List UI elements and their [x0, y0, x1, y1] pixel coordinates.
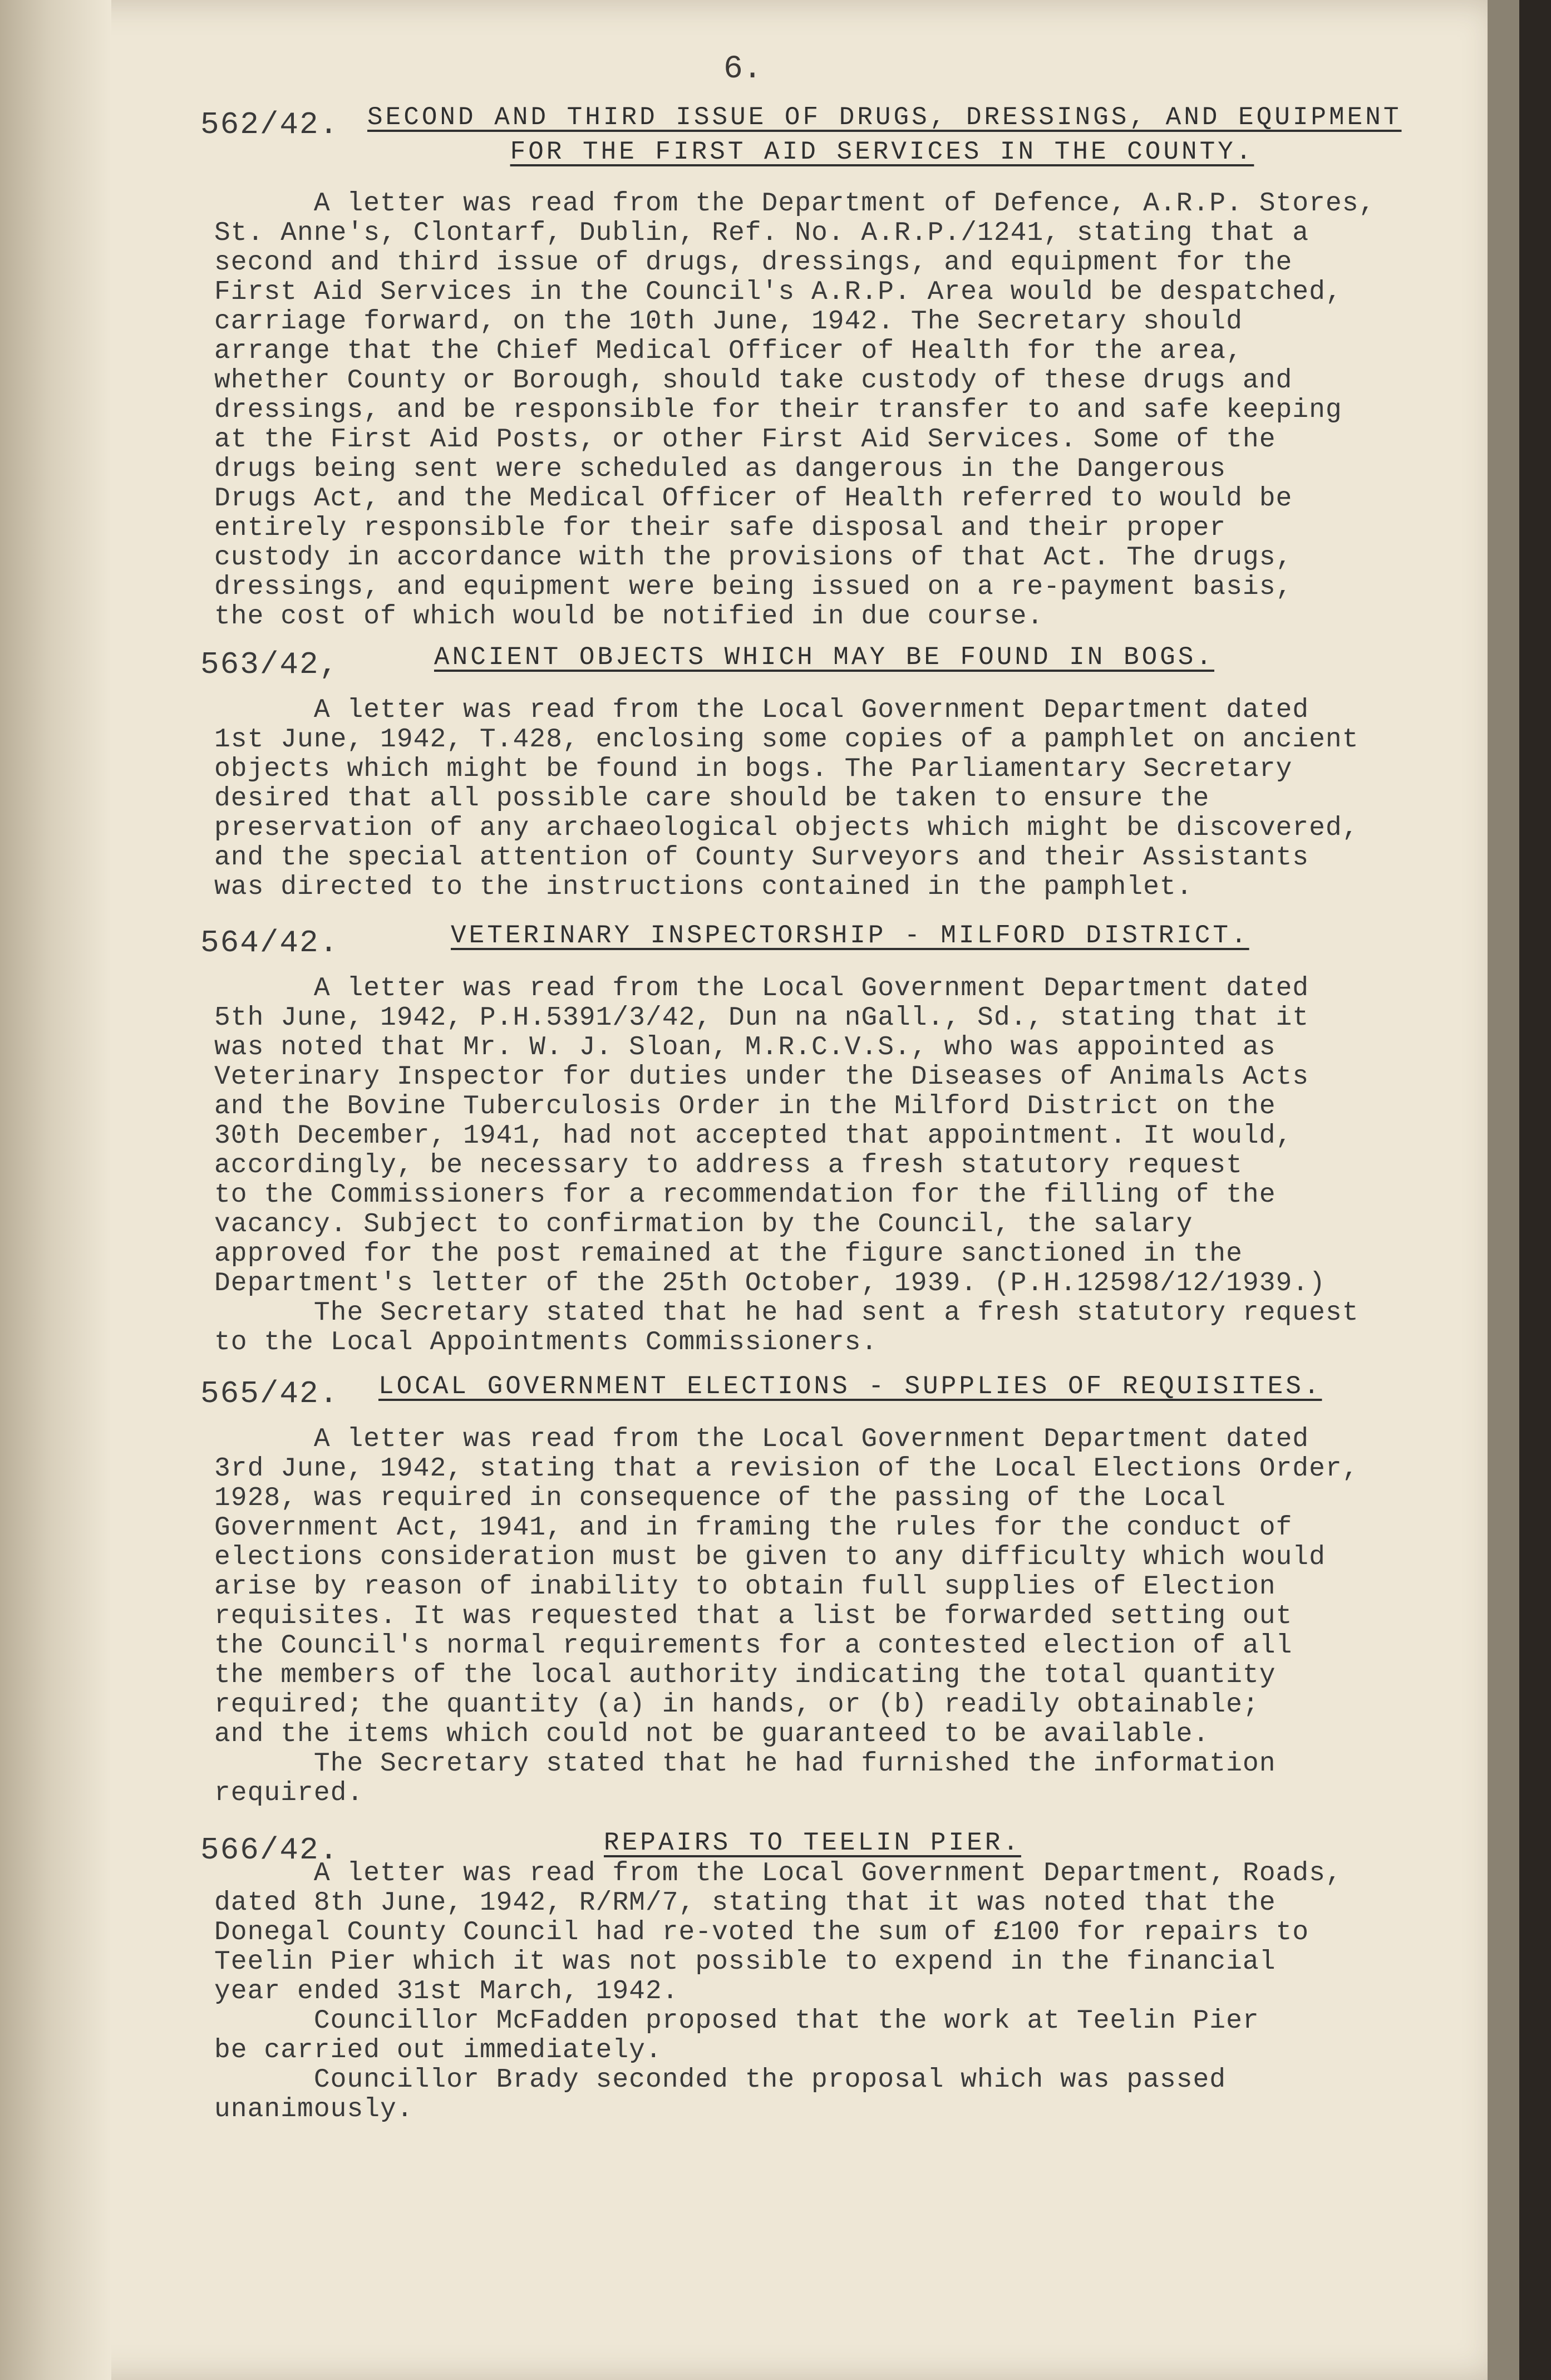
page-binding-shadow: [0, 0, 111, 2380]
minute-number: 566/42.: [200, 1832, 339, 1868]
minute-heading: REPAIRS TO TEELIN PIER.: [604, 1828, 1021, 1857]
minute-562: [200, 100, 1402, 657]
minute-body: A letter was read from the Local Government Department dated 5th June, 1942, P.H.5391/3/42, Dun na nGall., Sd., stating that it was noted that Mr. W. J. Sloan, M.R.C.V.S., who was appointed as Veterinary Inspector for duties under the Diseases of Animals Acts and the Bovine Tuberculosis Order in the Milford District on the 30th December, 1941, had not accepted that appointment. It would, accordingly, be necessary to address a fresh statutory request to the Commissioners for a recommendation for the filling of the vacancy. Subject to confirmation by the Council, the salary approved for the post remained at the figure sanctioned in the Department's letter of the 25th October, 1939. (P.H.12598/12/1939.) The Secretary stated that he had sent a fresh statutory request to the Local Appointments Commissioners.: [214, 973, 1359, 1358]
minute-563: [200, 640, 1397, 918]
minute-number: 562/42.: [200, 107, 339, 142]
minute-heading-line2: FOR THE FIRST AID SERVICES IN THE COUNTY.: [510, 137, 1254, 166]
minute-heading-line1: SECOND AND THIRD ISSUE OF DRUGS, DRESSINGS, AND EQUIPMENT: [367, 103, 1402, 132]
minute-number: 563/42,: [200, 647, 339, 682]
minute-565: [200, 1369, 1397, 1814]
page-number: 6.: [723, 51, 762, 87]
minute-heading: ANCIENT OBJECTS WHICH MAY BE FOUND IN BOGS.: [434, 643, 1214, 672]
minute-564: [200, 918, 1397, 1364]
minute-566: [200, 1826, 1397, 2137]
page-edge: [1488, 0, 1519, 2380]
minute-body: A letter was read from the Department of Defence, A.R.P. Stores, St. Anne's, Clontarf, Dublin, Ref. No. A.R.P./1241, stating that a second and third issue of drugs, dressings, and equipment for the First Aid Services in the Council's A.R.P. Area would be despatched, carriage forward, on the 10th June, 1942. The Secretary should arrange that the Chief Medical Officer of Health for the area, whether County or Borough, should take custody of these drugs and dressings, and be responsible for their transfer to and safe keeping at the First Aid Posts, or other First Aid Services. Some of the drugs being sent were scheduled as dangerous in the Dangerous Drugs Act, and the Medical Officer of Health referred to would be entirely responsible for their safe disposal and their proper custody in accordance with the provisions of that Act. The drugs, dressings, and equipment were being issued on a re-payment basis, the cost of which would be notified in due course.: [214, 189, 1376, 632]
minute-heading: LOCAL GOVERNMENT ELECTIONS - SUPPLIES OF REQUISITES.: [378, 1372, 1322, 1401]
minute-body: A letter was read from the Local Government Department dated 3rd June, 1942, stating that a revision of the Local Elections Order, 1928, was required in consequence of the passing of the Local Government Act, 1941, and in framing the rules for the conduct of elections consideration must be given to any difficulty which would arise by reason of inability to obtain full supplies of Election requisites. It was requested that a list be forwarded setting out the Council's normal requirements for a contested election of all the members of the local authority indicating the total quantity required; the quantity (a) in hands, or (b) readily obtainable; and the items which could not be guaranteed to be available. The Secretary stated that he had furnished the information required.: [214, 1424, 1359, 1808]
minute-number: 565/42.: [200, 1376, 339, 1412]
minute-number: 564/42.: [200, 925, 339, 961]
minute-body: A letter was read from the Local Government Department dated 1st June, 1942, T.428, enclosing some copies of a pamphlet on ancient objects which might be found in bogs. The Parliamentary Secretary desired that all possible care should be taken to ensure the preservation of any archaeological objects which might be discovered, and the special attention of County Surveyors and their Assistants was directed to the instructions contained in the pamphlet.: [214, 695, 1359, 902]
minute-body: A letter was read from the Local Government Department, Roads, dated 8th June, 1942, R/RM/7, stating that it was noted that the Donegal County Council had re-voted the sum of £100 for repairs to Teelin Pier which it was not possible to expend in the financial year ended 31st March, 1942. Councillor McFadden proposed that the work at Teelin Pier be carried out immediately. Councillor Brady seconded the proposal which was passed unanimously.: [214, 1858, 1342, 2125]
minute-heading: VETERINARY INSPECTORSHIP - MILFORD DISTRICT.: [451, 921, 1249, 950]
